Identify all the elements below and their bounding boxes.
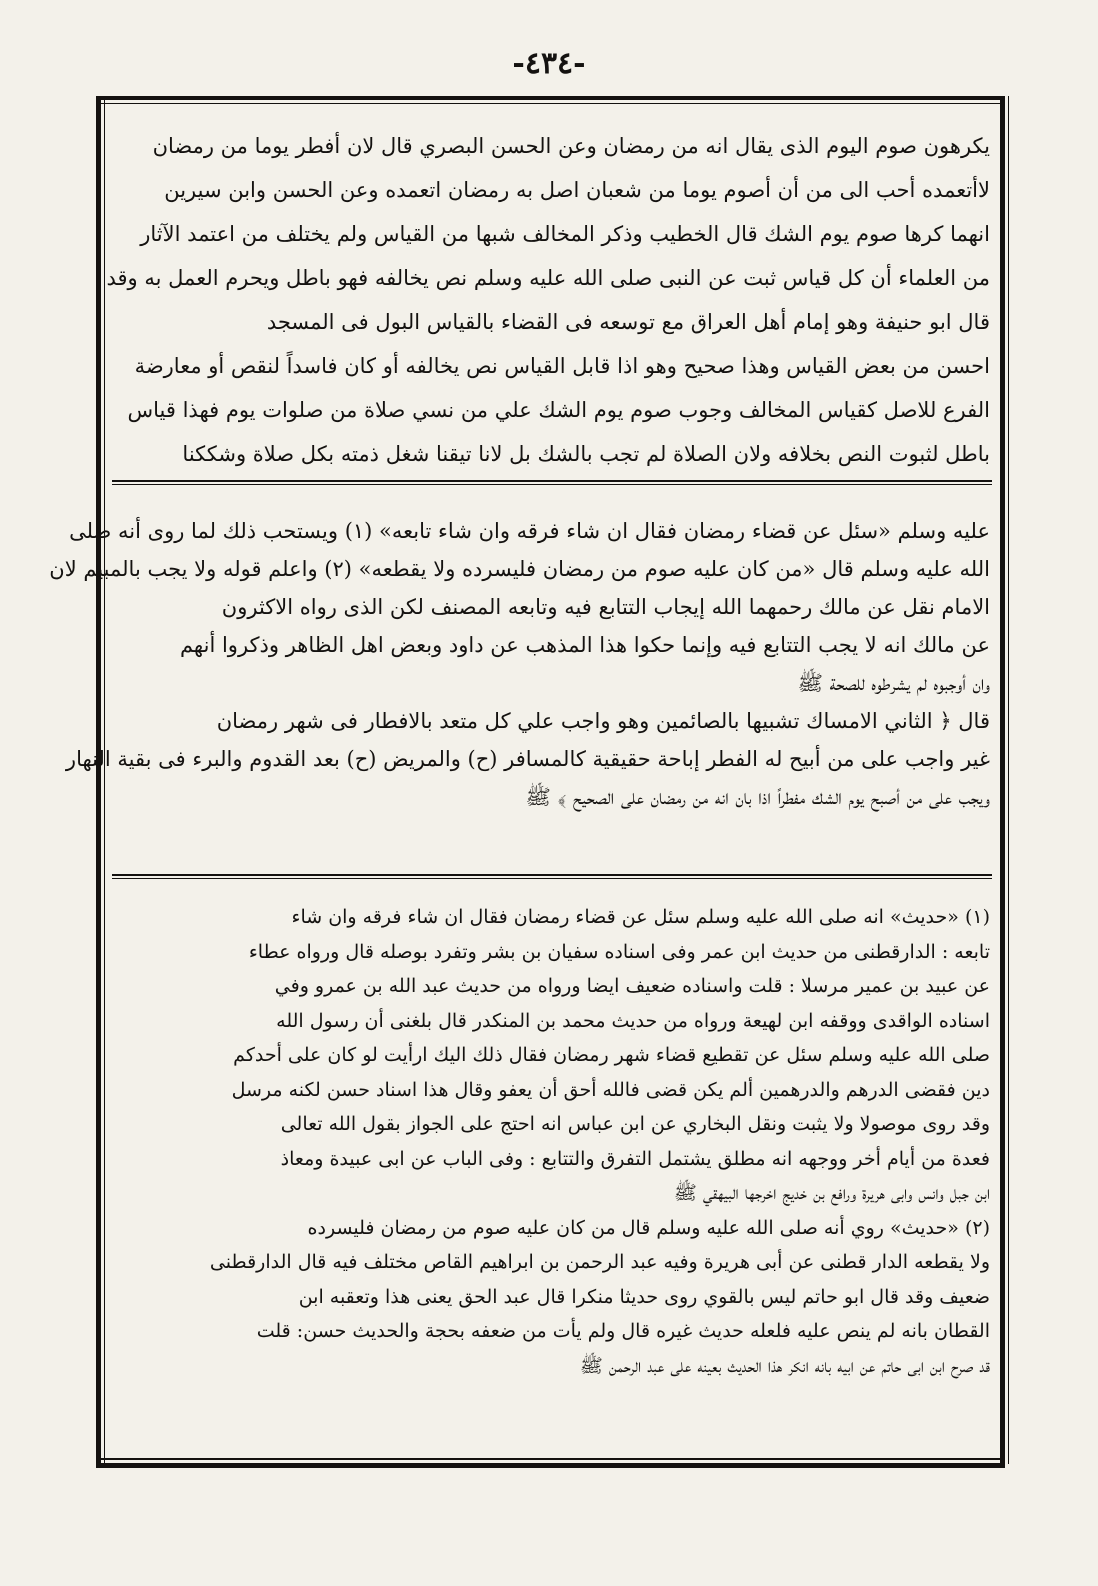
section-divider xyxy=(112,480,992,482)
main-text-line: من العلماء أن كل قياس ثبت عن النبى صلى الله عليه وسلم نص يخالفه فهو باطل ويحرم العمل به وقد xyxy=(106,266,990,290)
footnote-line: (١) «حديث» انه صلى الله عليه وسلم سئل عن قضاء رمضان فقال ان شاء فرقه وان شاء xyxy=(291,906,990,928)
footnote-line: ولا يقطعه الدار قطنى عن أبى هريرة وفيه عبد الرحمن بن ابراهيم القاص مختلف فيه قال الدارقطنى xyxy=(209,1251,990,1273)
footnote-line: القطان بانه لم ينص عليه فلعله حديث غيره قال ولم يأت من ضعفه بحجة والحديث حسن: قلت xyxy=(256,1320,990,1342)
footnotes-block xyxy=(118,900,990,1383)
main-text-line: احسن من بعض القياس وهذا صحيح وهو اذا قابل القياس نص يخالفه أو كان فاسداً لنقص أو معارضة xyxy=(134,354,990,378)
main-text-line: انهما كرها صوم يوم الشك قال الخطيب وذكر المخالف شبها من القياس ولم يختلف من اعتمد الآثار xyxy=(140,222,990,246)
commentary-line: الامام نقل عن مالك رحمهما الله إيجاب التتابع فيه وتابعه المصنف لكن الذى رواه الاكثرون xyxy=(221,595,990,619)
commentary-line: ويجب على من أصبح يوم الشك مفطراً اذا بان انه من رمضان على الصحيح ﴾ ﷺ xyxy=(525,785,990,809)
footnote-line: دين فقضى الدرهم والدرهمين ألم يكن قضى فالله أحق أن يعفو وقال هذا اسناد حسن لكنه مرسل xyxy=(231,1078,990,1101)
commentary-line: قال ﴿ الثاني الامساك تشبيها بالصائمين وهو واجب علي كل متعد بالافطار فى شهر رمضان xyxy=(216,709,990,733)
frame-top-rule xyxy=(96,96,1005,100)
commentary-line: غير واجب على من أبيح له الفطر إباحة حقيقية كالمسافر (ح) والمريض (ح) بعد القدوم والبرء فى بقية النهار xyxy=(65,747,990,771)
commentary-line: الله عليه وسلم قال «من كان عليه صوم من رمضان فليسرده ولا يقطعه» (٢) واعلم قوله ولا يجب بالمبيم لان xyxy=(49,557,990,581)
footnote-line: صلى الله عليه وسلم سئل عن تقطيع قضاء شهر رمضان فقال ذلك اليك ارأيت لو كان على أحدكم xyxy=(233,1044,990,1066)
main-text-line: يكرهون صوم اليوم الذى يقال انه من رمضان وعن الحسن البصري قال لان أفطر يوما من رمضان xyxy=(152,134,990,158)
main-text-line: باطل لثبوت النص بخلافه ولان الصلاة لم تجب بالشك بل لانا تيقنا شغل ذمته بكل صلاة وشككنا xyxy=(182,442,990,466)
commentary-line: عن مالك انه لا يجب التتابع فيه وإنما حكوا هذا المذهب عن داود وبعض اهل الظاهر وذكروا أنهم xyxy=(179,633,990,657)
main-text-line: قال ابو حنيفة وهو إمام أهل العراق مع توسعه فى القضاء بالقياس البول فى المسجد xyxy=(266,310,990,334)
footnote-line: وقد روى موصولا ولا يثبت ونقل البخاري عن ابن عباس انه احتج على الجواز بقول الله تعالى xyxy=(280,1113,990,1135)
footnote-line: عن عبيد بن عمير مرسلا : قلت واسناده ضعيف ايضا ورواه من حديث عبد الله بن عمرو وفي xyxy=(274,975,990,997)
main-text-line: لاأتعمده أحب الى من أن أصوم يوما من شعبان اصل به رمضان اتعمده وعن الحسن وابن سيرين xyxy=(164,178,990,202)
footnote-line: ضعيف وقد قال ابو حاتم ليس بالقوي روى حديثا منكرا قال عبد الحق يعنى هذا وتعقبه ابن xyxy=(298,1285,990,1308)
frame-right-border xyxy=(1000,96,1005,1464)
footnote-line: تابعه : الدارقطنى من حديث ابن عمر وفى اسناده سفيان بن بشر وتفرد بوصله قال ورواه عطاء xyxy=(248,940,990,963)
main-text-block xyxy=(106,124,990,476)
commentary-block xyxy=(49,512,990,816)
footnote-divider xyxy=(112,874,992,876)
main-text-line: الفرع للاصل كقياس المخالف وجوب صوم يوم الشك علي من نسي صلاة من صلوات يوم فهذا قياس xyxy=(127,398,990,422)
frame-bottom-rule xyxy=(96,1458,1005,1460)
footnote-line: قد صرح ابن ابى حاتم عن ابيه بانه انكر هذا الحديث بعينه على عبد الرحمن ﷺ xyxy=(579,1354,990,1377)
footnote-line: فعدة من أيام أخر ووجهه انه مطلق يشتمل التفرق والتتابع : وفى الباب عن ابى عبيدة ومعاذ xyxy=(280,1147,990,1170)
footnote-line: اسناده الواقدى ووقفه ابن لهيعة ورواه من حديث محمد بن المنكدر قال بلغنى أن رسول الله xyxy=(276,1009,990,1032)
page-number: -٤٣٤- xyxy=(512,46,586,81)
commentary-line: وان أوجبوه لم يشرطوه للصحة ﷺ xyxy=(797,671,990,695)
footnote-line: (٢) «حديث» روي أنه صلى الله عليه وسلم قال من كان عليه صوم من رمضان فليسرده xyxy=(307,1216,990,1239)
footnote-line: ابن جبل وانس وابى هريرة ورافع بن خديج اخرجها البيهقي ﷺ xyxy=(673,1182,990,1204)
commentary-line: عليه وسلم «سئل عن قضاء رمضان فقال ان شاء فرقه وان شاء تابعه» (١) ويستحب ذلك لما روى أنه صلى xyxy=(69,519,990,543)
frame-left-border xyxy=(96,96,101,1464)
